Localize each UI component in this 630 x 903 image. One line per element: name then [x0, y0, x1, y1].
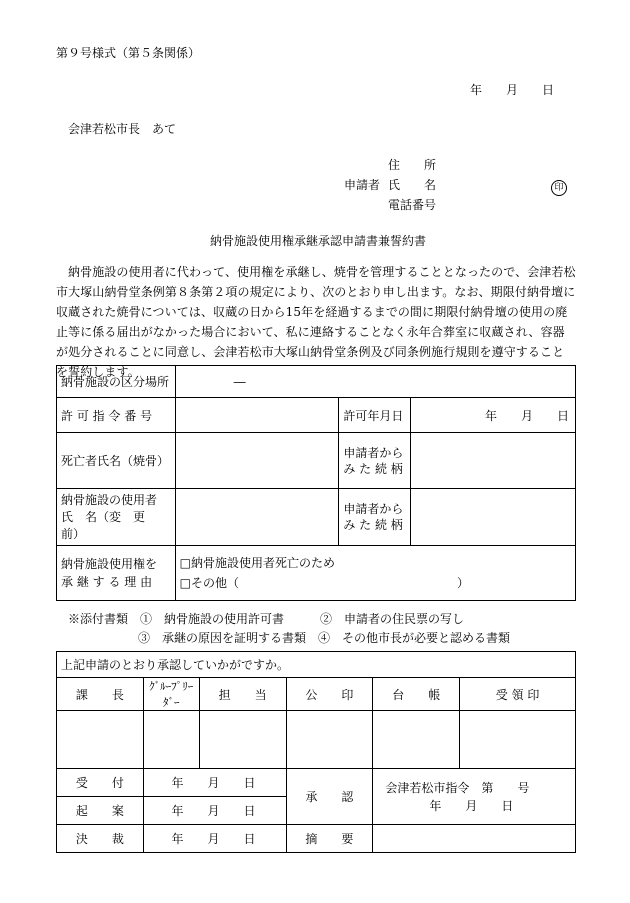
- col-staff: 担 当: [199, 678, 286, 711]
- document-title: 納骨施設使用権承継承認申請書兼誓約書: [210, 234, 427, 248]
- seal-icon: 印: [551, 180, 567, 196]
- address-label: 住 所: [388, 158, 437, 172]
- seal-mark: [551, 175, 567, 196]
- former-user-label-line1: 納骨施設の使用者: [61, 492, 158, 507]
- phone-label: 電話番号: [388, 198, 437, 212]
- date-line: 年 月 日: [470, 83, 555, 97]
- approval-question: 上記申請のとおり承認していかがですか。: [57, 652, 576, 678]
- seal-box-ledger[interactable]: [373, 711, 460, 769]
- form-number: 第９号様式（第５条関係）: [56, 46, 201, 60]
- col-ledger: 台 帳: [373, 678, 460, 711]
- succession-reason-label-line2: 承 継 す る 理 由: [61, 575, 153, 589]
- decided-label: 決 裁: [57, 825, 144, 853]
- reason-other-close: ）: [457, 576, 470, 590]
- section-location-value: ―: [175, 366, 575, 398]
- deceased-name-label: 死亡者氏名（焼骨）: [57, 433, 176, 489]
- relation-label-line2: み た 続 柄: [343, 461, 403, 476]
- application-table: [56, 365, 576, 601]
- reason-death-checkbox[interactable]: □納骨施設使用者死亡のため: [179, 556, 336, 570]
- relation-label-deceased: [339, 433, 411, 489]
- attachments-line2: ③ 承継の原因を証明する書類 ④ その他市長が必要と認める書類: [138, 631, 511, 645]
- attachments-line1: ※添付書類 ① 納骨施設の使用許可書 ② 申請者の住民票の写し: [68, 612, 465, 626]
- col-group-leader: ｸﾞﾙｰﾌﾟﾘｰﾀﾞｰ: [143, 678, 199, 711]
- seal-box-receipt[interactable]: [460, 711, 576, 769]
- col-receipt-seal: 受 領 印: [460, 678, 576, 711]
- relation-value-deceased[interactable]: [411, 433, 576, 489]
- seal-box-group-leader[interactable]: [143, 711, 199, 769]
- approval-label: 承 認: [286, 769, 373, 825]
- office-use-table: [56, 651, 576, 853]
- succession-reason-label-line1: 納骨施設使用権を: [61, 557, 158, 571]
- name-label: 氏 名: [388, 178, 437, 192]
- succession-reason-options: [175, 546, 575, 601]
- received-label: 受 付: [57, 769, 144, 797]
- relation-label-line1: 申請者から: [343, 445, 404, 460]
- received-date[interactable]: 年 月 日: [143, 769, 286, 797]
- permit-number-value[interactable]: [175, 398, 339, 433]
- seal-box-staff[interactable]: [199, 711, 286, 769]
- summary-value[interactable]: [373, 825, 576, 853]
- directive-date: 年 月 日: [429, 798, 514, 813]
- succession-reason-label: [57, 546, 176, 601]
- drafted-date[interactable]: 年 月 日: [143, 797, 286, 825]
- drafted-label: 起 案: [57, 797, 144, 825]
- relation-value-user[interactable]: [411, 489, 576, 546]
- permit-date-label: 許可年月日: [339, 398, 411, 433]
- decided-date[interactable]: 年 月 日: [143, 825, 286, 853]
- declaration-text: 納骨施設の使用者に代わって、使用権を承継し、焼骨を管理することとなったので、会津若松市大塚山納骨堂条例第８条第２項の規定により、次のとおり申し出ます。なお、期限付納骨壇に収蔵された焼骨については、収蔵の日から15年を経過するまでの間に期限付納骨壇の使用の廃止等に係る届出がなかった場合において、私に連絡することなく永年合葬室に収蔵され、容器が処分されることに同意し、会津若松市大塚山納骨堂条例及び同条例施行規則を遵守することを誓約します。: [56, 265, 576, 379]
- relation-label-line2: み た 続 柄: [343, 518, 403, 532]
- seal-box-section-chief[interactable]: [57, 711, 144, 769]
- relation-label-user: [339, 489, 411, 546]
- permit-number-label: 許 可 指 令 番 号: [57, 398, 176, 433]
- deceased-name-value[interactable]: [175, 433, 339, 489]
- col-official-seal: 公 印: [286, 678, 373, 711]
- summary-label: 摘 要: [286, 825, 373, 853]
- directive-cell: [373, 769, 576, 825]
- reason-other-checkbox[interactable]: [180, 573, 571, 593]
- directive-number: 会津若松市指令 第 号: [385, 780, 530, 795]
- former-user-label-line2: 氏 名（変 更 前）: [61, 509, 158, 541]
- seal-box-official[interactable]: [286, 711, 373, 769]
- applicant-role-label: 申請者: [344, 178, 381, 192]
- former-user-label: [57, 489, 176, 546]
- former-user-value[interactable]: [175, 489, 339, 546]
- permit-date-value[interactable]: 年 月 日: [411, 398, 576, 433]
- reason-other-label: □その他（: [179, 576, 240, 590]
- addressee: 会津若松市長 あて: [68, 122, 177, 136]
- col-section-chief: 課 長: [57, 678, 144, 711]
- relation-label-line1: 申請者から: [343, 502, 404, 516]
- section-location-label: 納骨施設の区分場所: [57, 366, 176, 398]
